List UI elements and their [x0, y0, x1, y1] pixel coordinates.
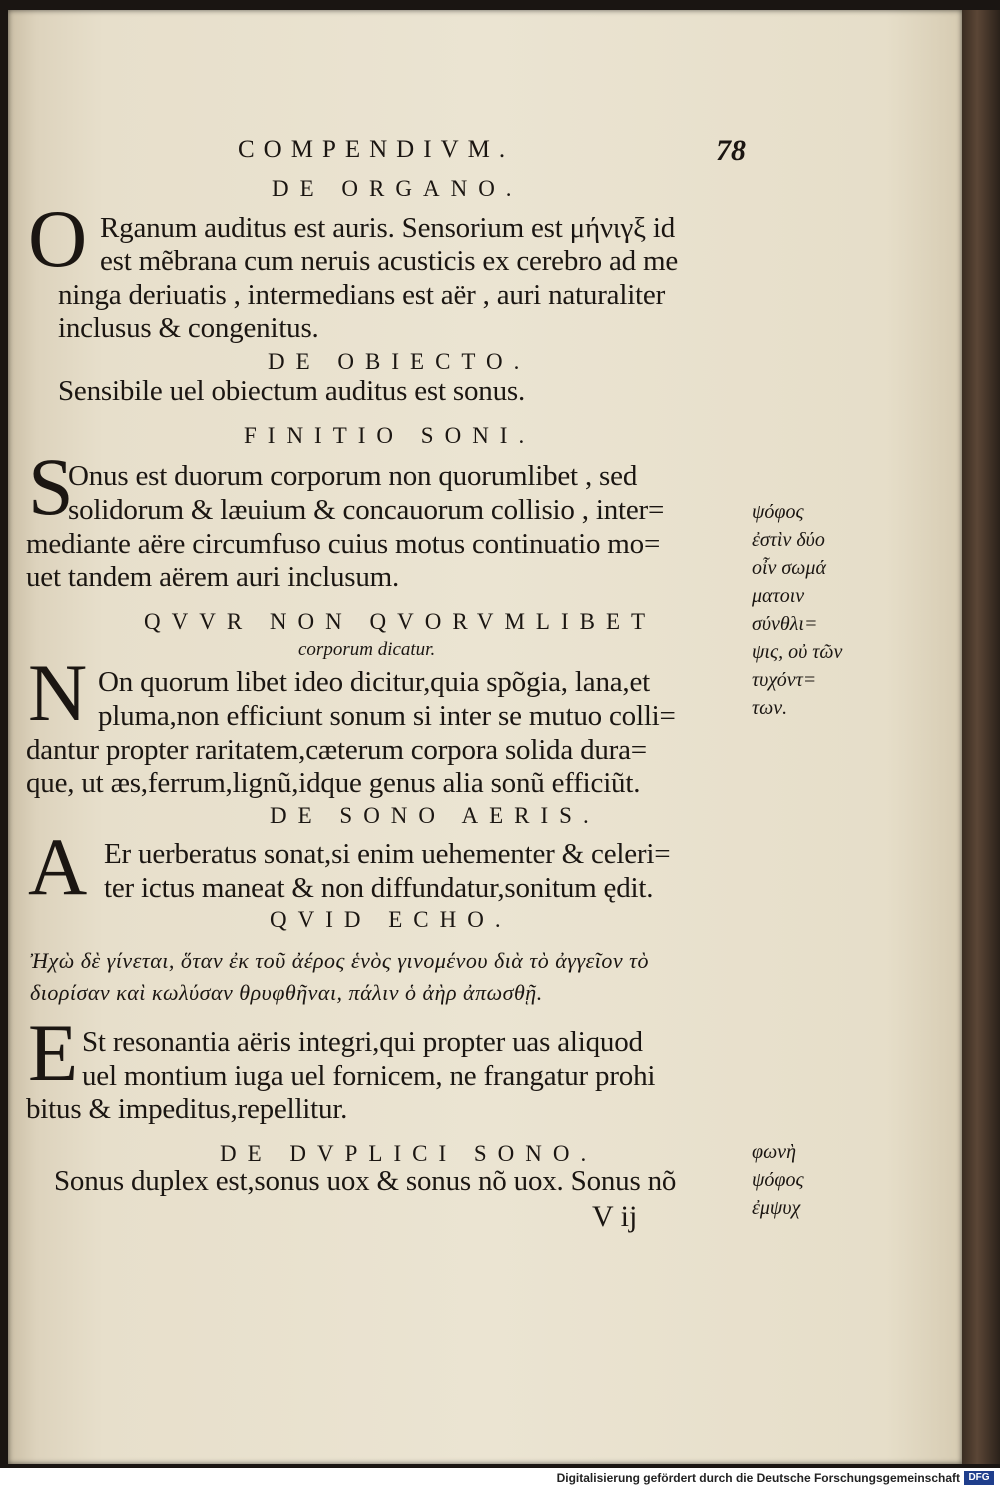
section-heading-organo: DE ORGANO.	[272, 176, 523, 201]
dfg-logo: DFG	[964, 1471, 994, 1485]
text-line: bitus & impeditus,repellitur.	[26, 1093, 348, 1125]
text-line: Rganum auditus est auris. Sensorium est μήνιγξ id	[100, 212, 676, 244]
text-line: ter ictus maneat & non diffundatur,sonitum ędit.	[104, 872, 654, 904]
section-subheading-quur: corporum dicatur.	[298, 639, 436, 660]
margin-note-2	[752, 1138, 804, 1222]
text-line: mediante aëre circumfuso cuius motus continuatio mo=	[26, 528, 661, 560]
text-line: On quorum libet ideo dicitur,quia spõgia, lana,et	[98, 666, 650, 698]
text-line: inclusus & congenitus.	[58, 312, 319, 344]
text-line: solidorum & læuium & concauorum collisio , inter=	[68, 494, 665, 526]
text-line: ninga deriuatis , intermedians est aër , auri naturaliter	[58, 279, 666, 311]
text-line: Sonus duplex est,sonus uox & sonus nõ uox. Sonus nõ	[54, 1165, 677, 1197]
signature-mark: V ij	[592, 1200, 638, 1233]
margin-note-line: ἐστὶν δύο	[752, 529, 825, 551]
margin-note-line: ψόφος	[752, 501, 804, 523]
greek-line: διορίσαν καὶ κωλύσαν θρυφθῆναι, πάλιν ὁ ἀὴρ ἀπωσθῇ.	[30, 980, 543, 1005]
drop-cap-e: E	[28, 1007, 79, 1098]
text-line: St resonantia aëris integri,qui propter uas aliquod	[82, 1026, 643, 1058]
text-line: dantur propter raritatem,cæterum corpora solida dura=	[26, 734, 647, 766]
margin-note-line: τυχόντ=	[752, 669, 817, 691]
margin-note-line: ματοιν	[752, 585, 805, 607]
text-line: Sensibile uel obiectum auditus est sonus.	[58, 375, 526, 407]
running-head: COMPENDIVM.	[238, 136, 515, 163]
section-heading-finitio: FINITIO SONI.	[244, 423, 536, 448]
margin-note-line: των.	[752, 697, 788, 719]
margin-note-line: ἐμψυχ	[752, 1197, 801, 1219]
section-heading-duplici: DE DVPLICI SONO.	[220, 1141, 598, 1166]
text-line: Onus est duorum corporum non quorumlibet , sed	[68, 460, 638, 492]
footer-credit: Digitalisierung gefördert durch die Deutsche Forschungsgemeinschaft	[556, 1471, 960, 1485]
drop-cap-n: N	[28, 647, 88, 738]
section-heading-aeris: DE SONO AERIS.	[270, 803, 600, 828]
page-number: 78	[716, 134, 746, 167]
section-heading-quur: QVVR NON QVORVMLIBET	[144, 609, 657, 634]
margin-note-line: φωνὴ	[752, 1141, 796, 1163]
margin-note-line: οἶν σωμά	[752, 557, 826, 579]
margin-note-line: ψις, οὐ τῶν	[752, 641, 843, 663]
margin-note-line: ψόφος	[752, 1169, 804, 1191]
book-edge	[962, 10, 1000, 1464]
text-line: est mẽbrana cum neruis acusticis ex cerebro ad me	[100, 245, 679, 277]
drop-cap-a: A	[28, 821, 88, 912]
text-line: que, ut æs,ferrum,lignũ,idque genus alia sonũ efficiũt.	[26, 767, 641, 799]
margin-note-1	[752, 498, 842, 722]
section-heading-echo: QVID ECHO.	[270, 907, 512, 932]
drop-cap-s: S	[28, 441, 74, 532]
text-line: uet tandem aërem auri inclusum.	[26, 561, 400, 593]
drop-cap-o: O	[28, 193, 88, 284]
greek-line: Ἠχὼ δὲ γίνεται, ὅταν ἐκ τοῦ ἀέρος ἑνὸς γινομένου διὰ τὸ ἀγγεῖον τὸ	[30, 948, 650, 973]
margin-note-line: σύνθλι=	[752, 613, 818, 635]
section-heading-obiecto: DE OBIECTO.	[268, 349, 531, 374]
text-line: pluma,non efficiunt sonum si inter se mutuo colli=	[98, 700, 676, 732]
text-line: Er uerberatus sonat,si enim uehementer & celeri=	[104, 838, 671, 870]
text-line: uel montium iuga uel fornicem, ne frangatur prohi	[82, 1060, 656, 1092]
